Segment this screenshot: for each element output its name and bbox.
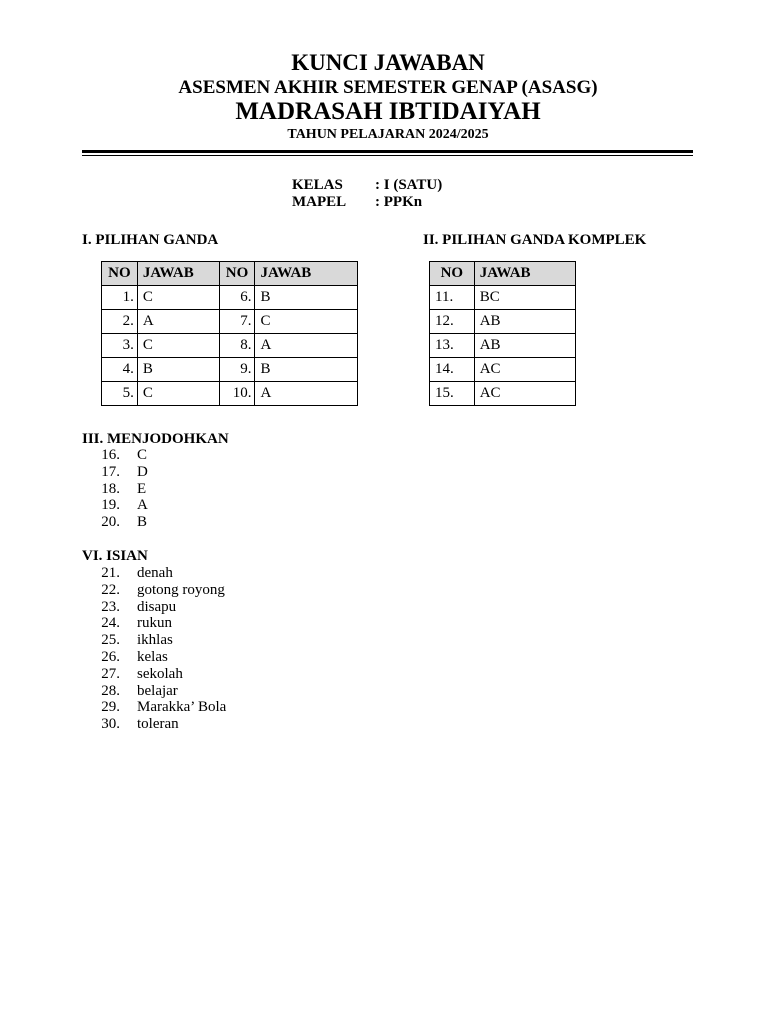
table-row xyxy=(102,382,358,406)
subject-value: : PPKn xyxy=(375,194,423,210)
question-number: 17. xyxy=(101,463,120,480)
answer-text: disapu xyxy=(137,598,177,615)
answer-text: D xyxy=(137,463,148,480)
table-row xyxy=(430,382,576,406)
table-row xyxy=(430,334,576,358)
answer-text: sekolah xyxy=(137,665,183,682)
answer-cell: C xyxy=(255,310,358,334)
answer-text: C xyxy=(137,447,148,463)
column-header-no: NO xyxy=(430,262,475,286)
column-header-jawab: JAWAB xyxy=(474,262,575,286)
section-multiple-choice-title: I. PILIHAN GANDA xyxy=(82,232,219,248)
answer-cell: B xyxy=(255,286,358,310)
question-number: 25. xyxy=(101,632,120,649)
answer-cell: AB xyxy=(474,310,575,334)
table-row xyxy=(102,334,358,358)
question-number: 9. xyxy=(219,358,255,382)
question-number: 7. xyxy=(219,310,255,334)
question-number: 1. xyxy=(102,286,138,310)
column-header-jawab: JAWAB xyxy=(137,262,219,286)
question-number: 21. xyxy=(101,565,120,581)
question-number: 28. xyxy=(101,682,120,699)
column-header-jawab: JAWAB xyxy=(255,262,358,286)
question-number: 24. xyxy=(101,615,120,632)
header-divider-thick xyxy=(82,150,693,153)
answer-text: gotong royong xyxy=(137,581,225,598)
table-header-row xyxy=(102,262,358,286)
answer-text: A xyxy=(137,497,148,514)
answer-text: toleran xyxy=(137,716,179,733)
question-number: 2. xyxy=(102,310,138,334)
answer-cell: A xyxy=(137,310,219,334)
table-row xyxy=(102,358,358,382)
document-title: KUNCI JAWABAN xyxy=(291,50,485,75)
academic-year: TAHUN PELAJARAN 2024/2025 xyxy=(287,127,489,142)
question-number: 10. xyxy=(219,382,255,406)
answer-text: denah xyxy=(137,565,173,581)
answer-cell: AC xyxy=(474,382,575,406)
answer-cell: C xyxy=(137,382,219,406)
column-header-no: NO xyxy=(102,262,138,286)
question-number: 16. xyxy=(101,447,120,463)
answer-text: B xyxy=(137,514,148,531)
question-number: 15. xyxy=(430,382,475,406)
section-matching-title: III. MENJODOHKAN xyxy=(82,431,229,447)
answer-cell: A xyxy=(255,334,358,358)
question-number: 19. xyxy=(101,497,120,514)
answer-text: ikhlas xyxy=(137,632,173,649)
table-row xyxy=(430,358,576,382)
question-number: 26. xyxy=(101,648,120,665)
column-header-no: NO xyxy=(219,262,255,286)
header-divider-thin xyxy=(82,155,693,156)
question-number: 22. xyxy=(101,581,120,598)
class-label: KELAS xyxy=(292,177,343,193)
section-complex-choice-title: II. PILIHAN GANDA KOMPLEK xyxy=(423,232,647,248)
table-header-row xyxy=(430,262,576,286)
school-name: MADRASAH IBTIDAIYAH xyxy=(235,98,541,125)
answer-cell: C xyxy=(137,334,219,358)
question-number: 30. xyxy=(101,716,120,733)
answer-text: rukun xyxy=(137,615,172,632)
question-number: 6. xyxy=(219,286,255,310)
multiple-choice-table xyxy=(101,261,358,406)
question-number: 14. xyxy=(430,358,475,382)
question-number: 8. xyxy=(219,334,255,358)
question-number: 3. xyxy=(102,334,138,358)
answer-cell: B xyxy=(137,358,219,382)
answer-cell: C xyxy=(137,286,219,310)
exam-name: ASESMEN AKHIR SEMESTER GENAP (ASASG) xyxy=(178,77,598,98)
answer-cell: B xyxy=(255,358,358,382)
class-value: : I (SATU) xyxy=(375,177,443,193)
answer-text: Marakka’ Bola xyxy=(137,699,227,716)
question-number: 23. xyxy=(101,598,120,615)
answer-cell: A xyxy=(255,382,358,406)
question-number: 4. xyxy=(102,358,138,382)
answer-cell: AB xyxy=(474,334,575,358)
complex-choice-table xyxy=(429,261,576,406)
answer-cell: BC xyxy=(474,286,575,310)
answer-text: E xyxy=(137,480,147,497)
question-number: 12. xyxy=(430,310,475,334)
answer-text: belajar xyxy=(137,682,178,699)
question-number: 11. xyxy=(430,286,475,310)
section-fill-in-title: VI. ISIAN xyxy=(82,548,148,564)
table-row xyxy=(102,310,358,334)
answer-cell: AC xyxy=(474,358,575,382)
question-number: 13. xyxy=(430,334,475,358)
question-number: 20. xyxy=(101,514,120,531)
table-row xyxy=(430,310,576,334)
question-number: 27. xyxy=(101,665,120,682)
question-number: 5. xyxy=(102,382,138,406)
question-number: 29. xyxy=(101,699,120,716)
answer-text: kelas xyxy=(137,648,168,665)
subject-label: MAPEL xyxy=(292,194,347,210)
question-number: 18. xyxy=(101,480,120,497)
table-row xyxy=(102,286,358,310)
table-row xyxy=(430,286,576,310)
